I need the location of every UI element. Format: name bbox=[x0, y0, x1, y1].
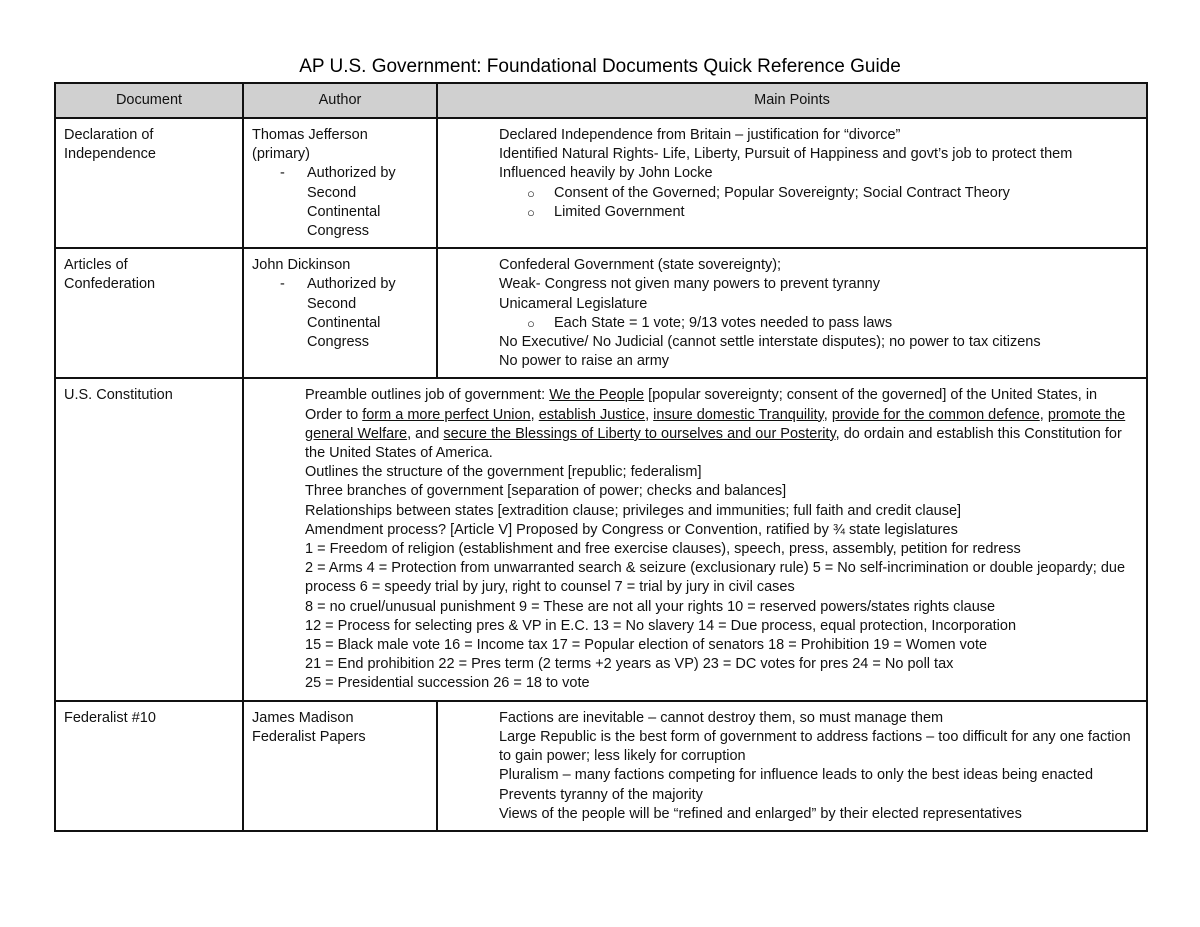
main-point: No power to raise an army bbox=[499, 353, 670, 370]
preamble-underlined: promote the general Welfare bbox=[305, 406, 1126, 442]
sub-point bbox=[499, 203, 1136, 222]
main-point: Factions are inevitable – cannot destroy them, so must manage them bbox=[499, 709, 944, 726]
preamble-text: , bbox=[823, 406, 832, 423]
dash-bullet: - bbox=[280, 165, 285, 182]
main-point: Unicameral Legislature bbox=[499, 295, 648, 312]
document-name-line: U.S. Constitution bbox=[64, 387, 173, 404]
main-point: Views of the people will be “refined and enlarged” by their elected representatives bbox=[499, 805, 1022, 822]
preamble-point bbox=[305, 386, 1136, 463]
document-name-line: Independence bbox=[64, 146, 156, 163]
main-points-cell bbox=[438, 702, 1146, 830]
document-cell bbox=[56, 249, 242, 300]
preamble-underlined: provide for the common defence bbox=[831, 406, 1040, 423]
main-point: 15 = Black male vote 16 = Income tax 17 = Popular election of senators 18 = Prohibition 19 = Women vote bbox=[305, 637, 988, 654]
main-point: Amendment process? [Article V] Proposed by Congress or Convention, ratified by ¾ state legislatures bbox=[305, 521, 958, 538]
main-point: 12 = Process for selecting pres & VP in E.C. 13 = No slavery 14 = Due process, equal protection, Incorporation bbox=[305, 617, 1017, 634]
document-name-line: Articles of bbox=[64, 257, 128, 274]
document-cell bbox=[56, 702, 242, 734]
sub-point bbox=[499, 314, 1136, 333]
author-cell bbox=[244, 249, 436, 358]
author-sub-line: Continental bbox=[307, 314, 381, 331]
author-cell bbox=[244, 119, 436, 247]
author-subitem bbox=[252, 164, 428, 241]
main-point: Influenced heavily by John Locke bbox=[499, 165, 713, 182]
sub-point-text: Each State = 1 vote; 9/13 votes needed to pass laws bbox=[554, 314, 893, 331]
header-author: Author bbox=[243, 83, 437, 118]
author-sub-line: Authorized by bbox=[307, 276, 396, 293]
author-line: (primary) bbox=[252, 146, 310, 163]
preamble-text: , bbox=[1039, 406, 1048, 423]
header-document: Document bbox=[55, 83, 243, 118]
preamble-underlined: insure domestic Tranquility bbox=[653, 406, 824, 423]
author-sub-line: Authorized by bbox=[307, 165, 396, 182]
main-point: Identified Natural Rights- Life, Liberty, Pursuit of Happiness and govt’s job to protect them bbox=[499, 146, 1073, 163]
dash-bullet: - bbox=[280, 276, 285, 293]
table-row-constitution bbox=[55, 378, 1147, 700]
author-line: Thomas Jefferson bbox=[252, 127, 368, 143]
sub-point-text: Consent of the Governed; Popular Sovereignty; Social Contract Theory bbox=[554, 184, 1010, 201]
preamble-underlined: establish Justice bbox=[538, 406, 646, 423]
reference-table bbox=[54, 82, 1148, 832]
circle-bullet-icon: ○ bbox=[527, 185, 535, 201]
main-points-cell bbox=[438, 119, 1146, 228]
author-subitem bbox=[252, 275, 428, 352]
preamble-text: , and bbox=[407, 425, 444, 442]
author-sub-line: Second bbox=[307, 184, 357, 201]
preamble-text: , bbox=[530, 406, 539, 423]
preamble-text: [popular sovereignty; consent of the governed] of the United States, in Order to bbox=[305, 387, 1098, 423]
main-point: 25 = Presidential succession 26 = 18 to vote bbox=[305, 675, 590, 692]
main-points-cell bbox=[438, 249, 1146, 377]
main-point: 21 = End prohibition 22 = Pres term (2 terms +2 years as VP) 23 = DC votes for pres 24 = No poll tax bbox=[305, 656, 954, 673]
page-title: AP U.S. Government: Foundational Documents Quick Reference Guide bbox=[299, 56, 901, 77]
author-sub-line: Continental bbox=[307, 203, 381, 220]
sub-point bbox=[499, 184, 1136, 203]
preamble-text: Preamble outlines job of government: bbox=[305, 387, 550, 404]
main-point: Three branches of government [separation of power; checks and balances] bbox=[305, 483, 787, 500]
preamble-underlined: form a more perfect Union bbox=[362, 406, 531, 423]
author-sub-line: Congress bbox=[307, 334, 370, 351]
author-line: Federalist Papers bbox=[252, 728, 366, 745]
circle-bullet-icon: ○ bbox=[527, 315, 535, 331]
preamble-underlined: secure the Blessings of Liberty to ourselves and our Posterity bbox=[443, 425, 836, 442]
preamble-underlined: We the People bbox=[549, 387, 645, 404]
table-row-articles bbox=[55, 248, 1147, 378]
table-row-federalist bbox=[55, 701, 1147, 831]
main-point: Large Republic is the best form of government to address factions – too difficult for any one faction to gain power; less likely for corruption bbox=[499, 728, 1131, 765]
preamble-text: , do ordain and establish this Constitution for the United States of America. bbox=[305, 425, 1122, 462]
main-point: Prevents tyranny of the majority bbox=[499, 786, 703, 803]
main-point: Relationships between states [extradition clause; privileges and immunities; full faith and credit clause] bbox=[305, 502, 962, 519]
author-cell bbox=[244, 702, 436, 753]
document-cell bbox=[56, 379, 242, 411]
document-cell bbox=[56, 119, 242, 170]
preamble-text: , bbox=[645, 406, 654, 423]
table-row-declaration bbox=[55, 118, 1147, 248]
main-point: 1 = Freedom of religion (establishment and free exercise clauses), speech, press, assembly, petition for redress bbox=[305, 541, 1021, 558]
sub-point-text: Limited Government bbox=[554, 203, 685, 220]
author-sub-line: Congress bbox=[307, 223, 370, 240]
main-point: Outlines the structure of the government [republic; federalism] bbox=[305, 464, 702, 481]
document-name-line: Confederation bbox=[64, 276, 156, 293]
author-sub-line: Second bbox=[307, 295, 357, 312]
document-name-line: Declaration of bbox=[64, 127, 154, 143]
main-point: No Executive/ No Judicial (cannot settle interstate disputes); no power to tax citizens bbox=[499, 334, 1041, 351]
header-main-points: Main Points bbox=[437, 83, 1147, 118]
main-point: Confederal Government (state sovereignty); bbox=[499, 257, 782, 274]
circle-bullet-icon: ○ bbox=[527, 204, 535, 220]
main-point: 2 = Arms 4 = Protection from unwarranted search & seizure (exclusionary rule) 5 = No self-incrimination or double jeopardy; due process 6 = speedy trial by jury, right to counsel 7 = trial by jury in civil cases bbox=[305, 560, 1126, 596]
main-points-cell bbox=[244, 379, 1146, 699]
author-line: James Madison bbox=[252, 709, 354, 726]
header-row bbox=[55, 83, 1147, 118]
main-point: Weak- Congress not given many powers to prevent tyranny bbox=[499, 276, 880, 293]
main-point: Pluralism – many factions competing for influence leads to only the best ideas being enacted bbox=[499, 767, 1094, 784]
author-line: John Dickinson bbox=[252, 257, 351, 274]
main-point: Declared Independence from Britain – justification for “divorce” bbox=[499, 127, 901, 143]
document-name-line: Federalist #10 bbox=[64, 709, 156, 726]
main-point: 8 = no cruel/unusual punishment 9 = These are not all your rights 10 = reserved powers/states rights clause bbox=[305, 598, 996, 615]
